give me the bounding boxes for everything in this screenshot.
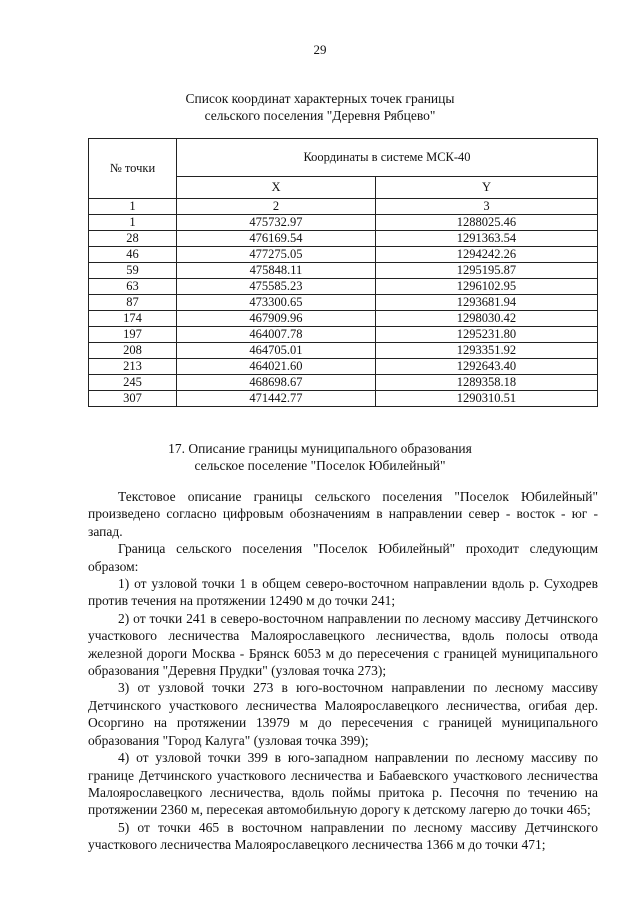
table-row [89,263,598,279]
y-cell: 1294242.26 [375,247,597,263]
table-row [89,295,598,311]
header-coordinates: Координаты в системе МСК-40 [177,139,598,177]
x-cell: 464007.78 [177,327,376,343]
table-title-line-1: Список координат характерных точек границы [185,91,455,106]
paragraph: 1) от узловой точки 1 в общем северо-восточном направлении вдоль р. Суходрев против течения на протяжении 12490 м до точки 241; [88,576,598,609]
x-cell: 468698.67 [177,375,376,391]
table-title [0,90,640,124]
y-cell: 1295231.80 [375,327,597,343]
table-header-row [89,139,598,177]
header-point-number: № точки [89,139,177,199]
point-number-cell: 63 [89,279,177,295]
table-row [89,247,598,263]
y-cell: 1293681.94 [375,295,597,311]
point-number-cell: 197 [89,327,177,343]
point-number-cell: 28 [89,231,177,247]
x-cell: 476169.54 [177,231,376,247]
paragraph: Текстовое описание границы сельского поселения "Поселок Юбилейный" произведено согласно цифровым обозначениям в направлении север - восток - юг - запад. [88,489,598,539]
y-cell: 1288025.46 [375,215,597,231]
table-row [89,231,598,247]
paragraph: 5) от точки 465 в восточном направлении по лесному массиву Детчинского участкового лесничества Малоярославецкого лесничества 1366 м до точки 471; [88,819,598,853]
table-row [89,215,598,231]
point-number-cell: 1 [89,215,177,231]
paragraph: 2) от точки 241 в северо-восточном направлении по лесному массиву Детчинского участкового лесничества Малоярославецкого лесничества, вдоль полосы отвода железной дороги Москва - Брянск 6053 м до пересечения с границей муниципального образования "Деревня Прудки" (узловая точка 273); [88,610,598,679]
y-cell: 1296102.95 [375,279,597,295]
section-title-line-2: сельское поселение "Поселок Юбилейный" [194,458,446,473]
paragraph: 3) от узловой точки 273 в юго-восточном направлении по лесному массиву Детчинского участкового лесничества Малоярославецкого лесничества, огибая дер. Осоргино на протяжении 13979 м до пересечения с границей муниципального образования "Город Калуга" (узловая точка 399); [88,680,598,748]
x-cell: 473300.65 [177,295,376,311]
point-number-cell: 174 [89,311,177,327]
y-cell: 1292643.40 [375,359,597,375]
table-row [89,311,598,327]
header-x: X [177,177,376,199]
x-cell: 464705.01 [177,343,376,359]
point-number-cell: 307 [89,391,177,407]
y-cell: 1298030.42 [375,311,597,327]
index-cell: 3 [375,199,597,215]
x-cell: 471442.77 [177,391,376,407]
y-cell: 1295195.87 [375,263,597,279]
x-cell: 475732.97 [177,215,376,231]
table-row [89,391,598,407]
index-cell: 1 [89,199,177,215]
paragraph: Граница сельского поселения "Поселок Юбилейный" проходит следующим образом: [88,541,598,574]
table-row [89,327,598,343]
point-number-cell: 213 [89,359,177,375]
header-y: Y [375,177,597,199]
y-cell: 1291363.54 [375,231,597,247]
y-cell: 1289358.18 [375,375,597,391]
y-cell: 1293351.92 [375,343,597,359]
y-cell: 1290310.51 [375,391,597,407]
x-cell: 475848.11 [177,263,376,279]
table-index-row [89,199,598,215]
point-number-cell: 46 [89,247,177,263]
table-row [89,359,598,375]
x-cell: 467909.96 [177,311,376,327]
table-row [89,343,598,359]
table-title-line-2: сельского поселения "Деревня Рябцево" [204,108,436,123]
section-title-line-1: 17. Описание границы муниципального образования [168,441,472,456]
section-title [0,440,640,474]
page-number: 29 [313,42,327,57]
boundary-description [88,488,598,854]
index-cell: 2 [177,199,376,215]
table-row [89,375,598,391]
x-cell: 464021.60 [177,359,376,375]
point-number-cell: 59 [89,263,177,279]
point-number-cell: 208 [89,343,177,359]
coordinates-table [88,138,598,407]
table-row [89,279,598,295]
point-number-cell: 87 [89,295,177,311]
point-number-cell: 245 [89,375,177,391]
x-cell: 475585.23 [177,279,376,295]
paragraph: 4) от узловой точки 399 в юго-западном направлении по лесному массиву по границе Детчинского участкового лесничества и Бабаевского участкового лесничества Малоярославецкого лесничества, вдоль поймы притока р. Песочня по течению на протяжении 2360 м, пересекая автомобильную дорогу к детскому лагерю до точки 465; [88,750,598,818]
x-cell: 477275.05 [177,247,376,263]
